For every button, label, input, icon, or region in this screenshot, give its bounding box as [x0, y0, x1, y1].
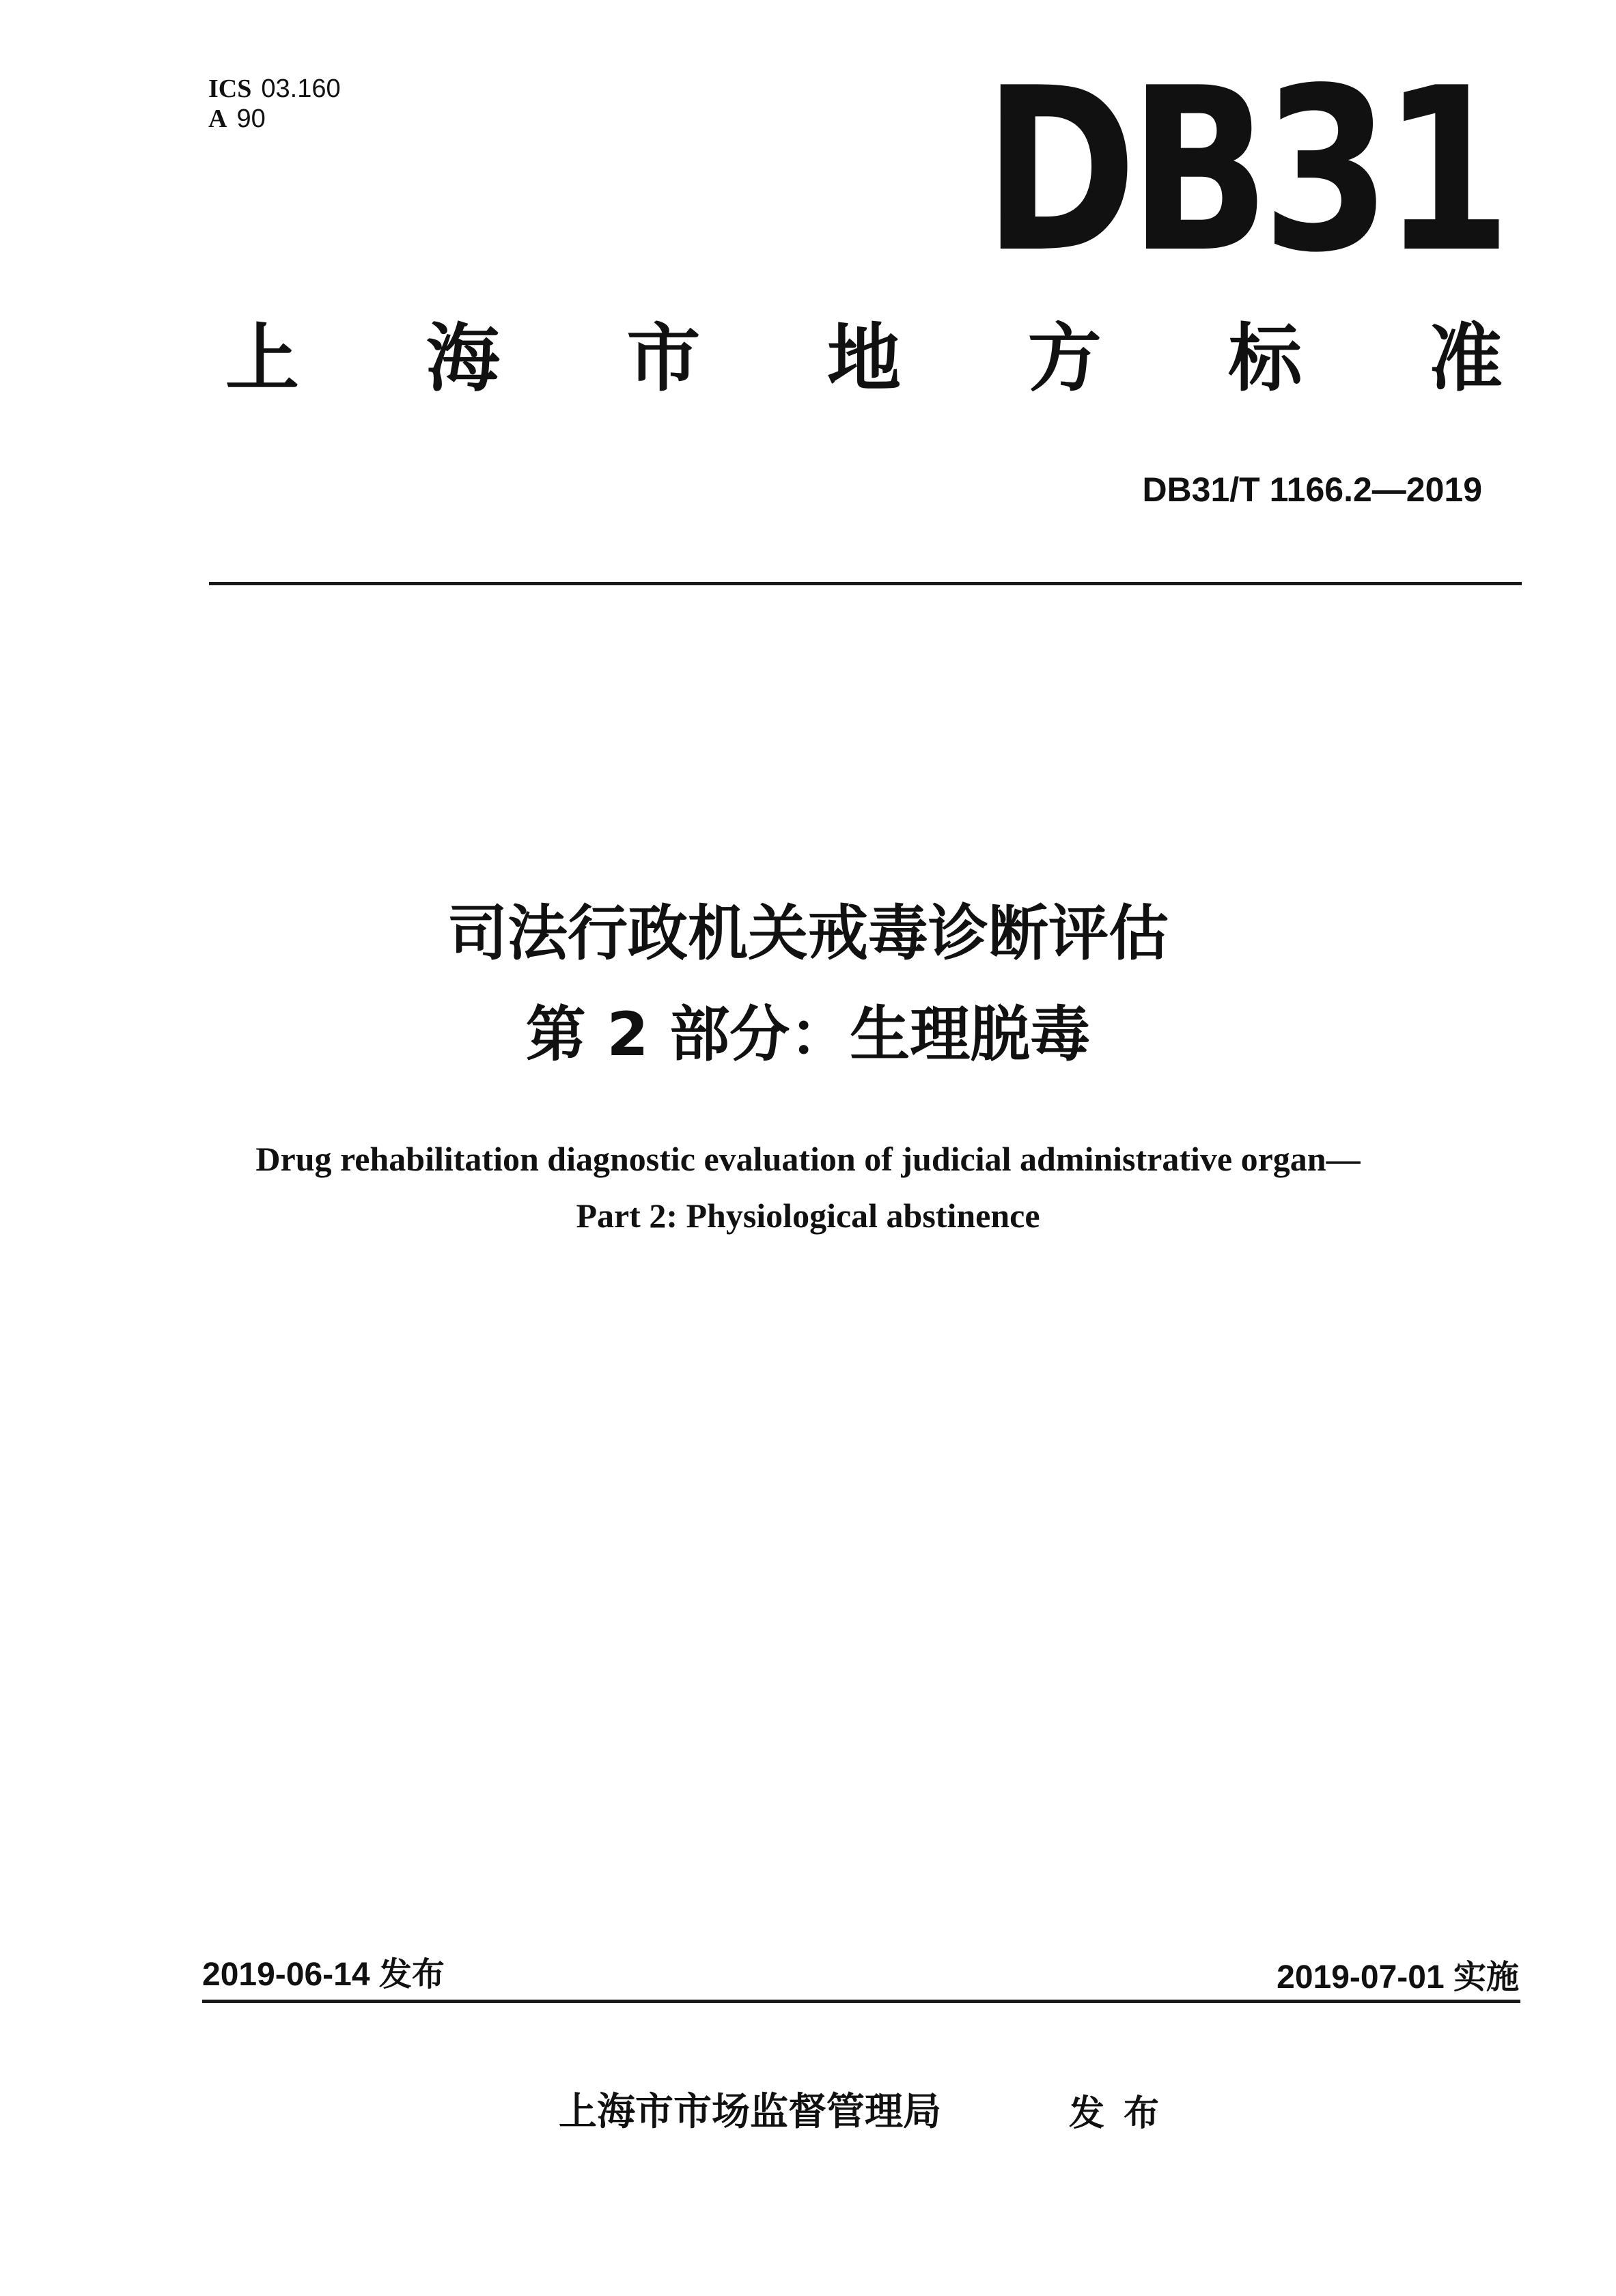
- chinese-title-line-2: 第 2 部分：生理脱毒: [525, 999, 1091, 1069]
- standard-number: DB31/T 1166.2—2019: [1142, 471, 1482, 509]
- ics-code: [208, 74, 341, 104]
- ics-label: ICS: [208, 74, 252, 103]
- ccs-code: [208, 104, 341, 134]
- english-title-line-1: Drug rehabilitation diagnostic evaluation of judicial administrative organ—: [255, 1140, 1361, 1178]
- ics-number: 03.160: [261, 74, 341, 103]
- standard-type-char: 上: [225, 316, 300, 402]
- publisher-name: 上海市市场监督管理局: [559, 2090, 941, 2134]
- standard-type-heading: [225, 314, 1503, 403]
- publish-label: 发布: [1069, 2093, 1179, 2134]
- issue-date: 2019-06-14 发布: [202, 1957, 445, 1993]
- standard-type-char: 地: [826, 316, 901, 402]
- standard-type-char: 标: [1228, 316, 1302, 402]
- standard-type-char: 市: [626, 316, 701, 402]
- implementation-date: 2019-07-01 实施: [1277, 1959, 1519, 1996]
- standard-type-char: 准: [1428, 316, 1503, 402]
- bottom-divider: [202, 2000, 1520, 2003]
- chinese-title-line-1: 司法行政机关戒毒诊断评估: [447, 898, 1169, 968]
- standard-type-char: 方: [1027, 316, 1102, 402]
- classification-codes: [208, 74, 341, 134]
- english-title-line-2: Part 2: Physiological abstinence: [576, 1196, 1040, 1235]
- top-divider: [209, 582, 1522, 585]
- standard-type-char: 海: [426, 316, 500, 402]
- ccs-label: A: [208, 104, 227, 133]
- db31-logo: DB31: [984, 40, 1504, 302]
- ccs-number: 90: [236, 104, 266, 133]
